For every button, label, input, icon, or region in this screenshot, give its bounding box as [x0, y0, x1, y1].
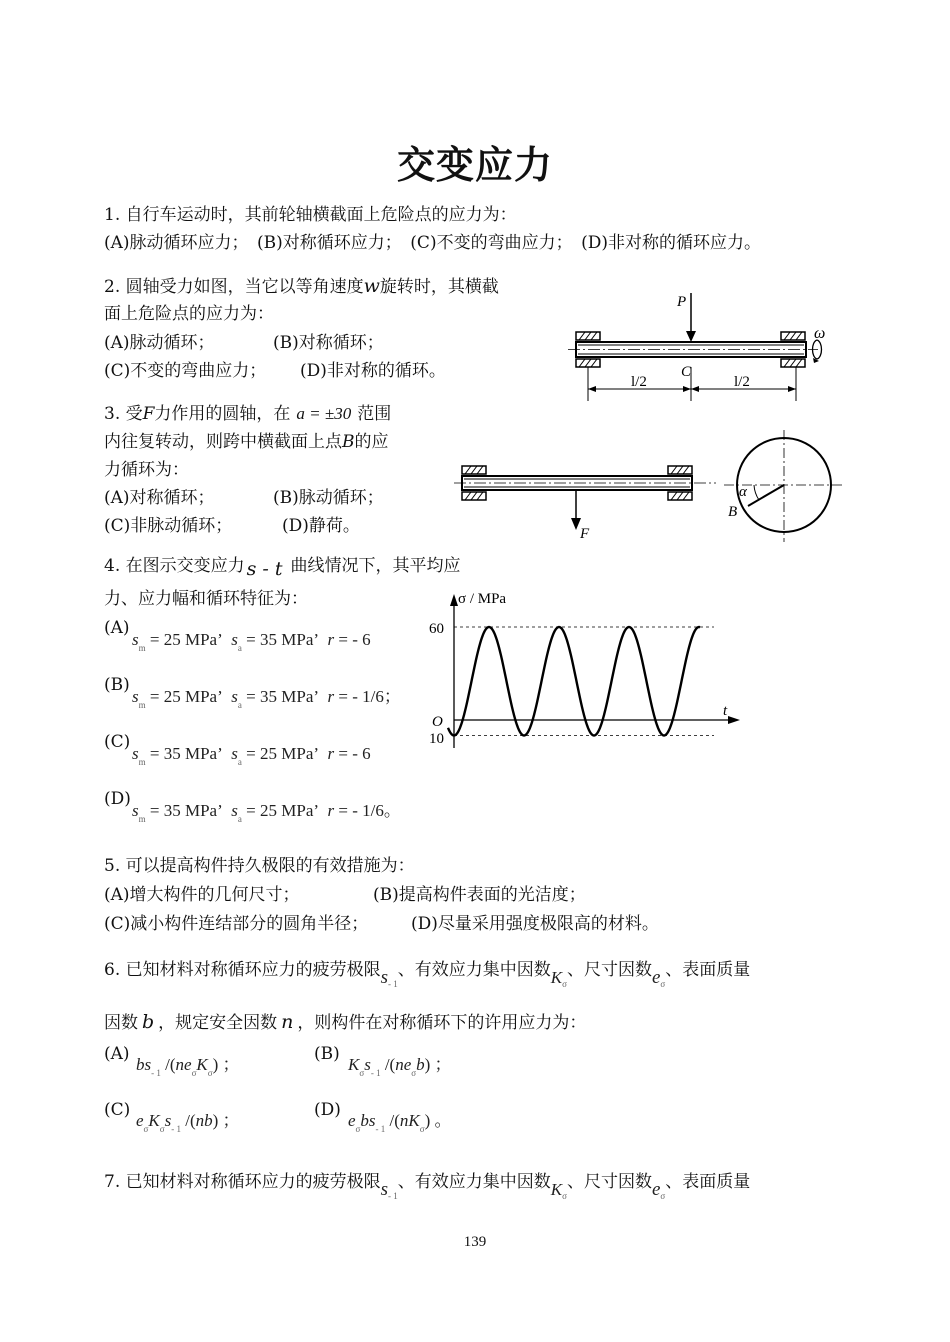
q4-line1: 4. 在图示交变应力 s - t 曲线情况下，其平均应 — [104, 556, 461, 580]
q3-line1: 3. 受F力作用的圆轴，在 a = ±30 范围 — [104, 404, 392, 424]
q5-option-d: (D)尽量采用强度极限高的材料。 — [411, 914, 659, 934]
q6-option-b-label: (B) — [314, 1044, 340, 1064]
alpha-label: α — [739, 484, 747, 500]
q2-option-d: (D)非对称的循环。 — [300, 361, 446, 381]
q4-option-d: $s_m = 35$ MPa’ $s_a = 25$ MPa’ r = - 1/6。 — [132, 801, 401, 824]
q1-options: (A)脉动循环应力； (B)对称循环应力； (C)不变的弯曲应力； (D)非对称的循环应力。 — [104, 233, 761, 253]
q4-option-b: $s_m = 25$ MPa’ $s_a = 35$ MPa’ r = - 1/6； — [132, 687, 401, 710]
y-tick-max: 60 — [429, 621, 444, 637]
q4-line2: 力、应力幅和循环特征为： — [104, 589, 308, 609]
q3-line2: 内往复转动，则跨中横截面上点B的应 — [104, 432, 389, 452]
q4-option-c: $s_m = 35$ MPa’ $s_a = 25$ MPa’ r = - 6 — [132, 744, 371, 767]
dim-right: l/2 — [734, 374, 750, 390]
q3-option-d: (D)静荷。 — [282, 516, 360, 536]
q6-option-d: $e_\sigma bs_{- 1}$ $/(nK_\sigma)$ 。 — [348, 1111, 452, 1134]
q4-option-a-label: (A) — [104, 618, 130, 638]
q4-option-d-label: (D) — [104, 789, 131, 809]
q5-stem: 5. 可以提高构件持久极限的有效措施为： — [104, 856, 415, 876]
q4-option-c-label: (C) — [104, 732, 131, 752]
q3-option-b: (B)脉动循环； — [273, 488, 384, 508]
point-b-label: B — [728, 504, 738, 520]
q6-line1: 6. 已知材料对称循环应力的疲劳极限$s_{- 1}$、有效应力集中因数$K_\sigma$、尺寸因数$e_\sigma$、表面质量 — [104, 960, 751, 989]
q3-shaft-figure — [454, 430, 844, 545]
page-number: 139 — [463, 1234, 487, 1250]
q2-shaft-figure — [568, 285, 840, 407]
x-axis-label: t — [723, 703, 728, 719]
q6-option-a: $bs_{- 1}$ $/(ne_\sigma K_\sigma)$ ； — [136, 1055, 240, 1078]
y-tick-min: 10 — [429, 731, 444, 747]
q6-option-c: $e_\sigma K_\sigma s_{- 1}$ /(nb) ； — [136, 1111, 240, 1134]
load-p-label: P — [677, 294, 687, 310]
q6-option-b: $K_\sigma s_{- 1}$ $/(ne_\sigma b)$ ； — [348, 1055, 452, 1078]
q2-line1: 2. 圆轴受力如图，当它以等角速度w旋转时，其横截 — [104, 275, 499, 297]
q6-option-a-label: (A) — [104, 1044, 130, 1064]
q6-option-d-label: (D) — [314, 1100, 341, 1120]
point-c-label: C — [681, 364, 692, 380]
q3-line3: 力循环为： — [104, 460, 189, 480]
q4-option-a: $s_m = 25$ MPa’ $s_a = 35$ MPa’ r = - 6 — [132, 630, 371, 653]
dim-left: l/2 — [631, 374, 647, 390]
q5-option-a: (A)增大构件的几何尺寸； — [104, 885, 300, 905]
q6-option-c-label: (C) — [104, 1100, 131, 1120]
q3-option-c: (C)非脉动循环； — [104, 516, 233, 536]
q2-option-c: (C)不变的弯曲应力； — [104, 361, 267, 381]
origin-label: O — [432, 714, 443, 730]
stress-time-chart — [418, 580, 748, 750]
stress-curve — [448, 627, 700, 736]
q2-line2: 面上危险点的应力为： — [104, 304, 274, 324]
q4-option-b-label: (B) — [104, 675, 130, 695]
page-title: 交变应力 — [396, 143, 553, 187]
q2-option-a: (A)脉动循环； — [104, 333, 215, 353]
q3-option-a: (A)对称循环； — [104, 488, 215, 508]
y-axis-label: σ / MPa — [458, 591, 507, 607]
q5-option-c: (C)减小构件连结部分的圆角半径； — [104, 914, 369, 934]
q7-line1: 7. 已知材料对称循环应力的疲劳极限$s_{- 1}$、有效应力集中因数$K_\sigma$、尺寸因数$e_\sigma$、表面质量 — [104, 1172, 751, 1201]
load-f-label: F — [580, 526, 590, 542]
omega-label: ω — [814, 325, 826, 342]
q1-stem: 1. 自行车运动时，其前轮轴横截面上危险点的应力为： — [104, 205, 517, 225]
q6-line2: 因数 b ，规定安全因数 n ，则构件在对称循环下的许用应力为： — [104, 1011, 587, 1033]
q5-option-b: (B)提高构件表面的光洁度； — [373, 885, 586, 905]
q2-option-b: (B)对称循环； — [273, 333, 384, 353]
